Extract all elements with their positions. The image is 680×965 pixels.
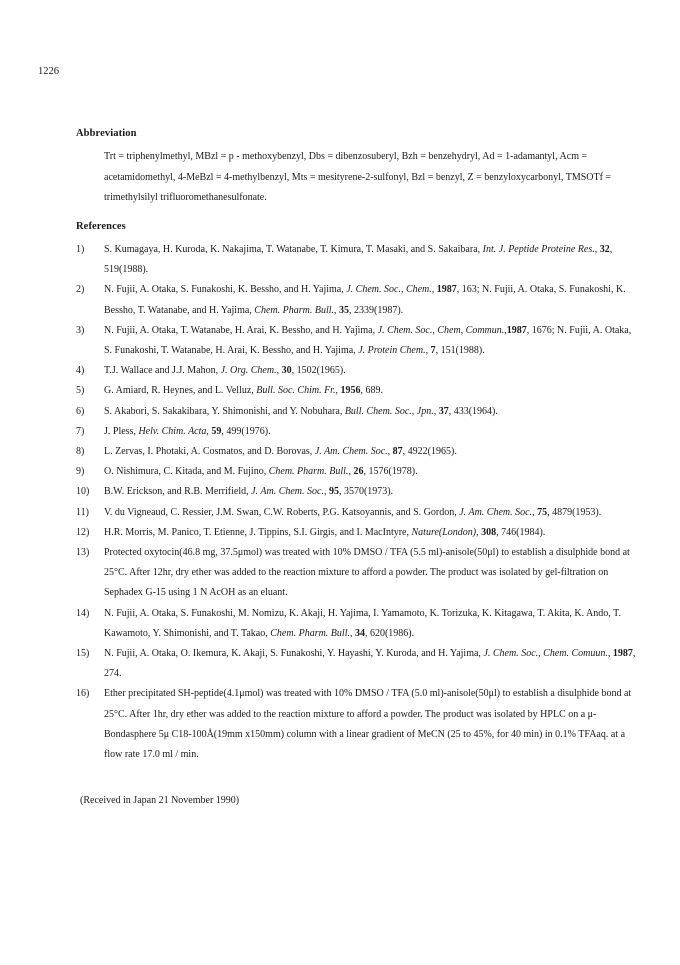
reference-segment: , bbox=[387, 446, 393, 458]
volume-number: 35 bbox=[339, 304, 350, 316]
reference-text bbox=[104, 608, 621, 639]
reference-number: 1) bbox=[76, 244, 85, 255]
reference-item bbox=[76, 422, 636, 442]
journal-name: J. Chem. Soc., Chem, Commun. bbox=[377, 324, 505, 336]
reference-segment: L. Zervas, I. Photaki, A. Cosmatos, and D. Borovas, bbox=[104, 446, 315, 458]
reference-text bbox=[104, 426, 271, 437]
volume-number: 26 bbox=[353, 466, 364, 478]
journal-name: Chem. Pharm. Bull. bbox=[268, 466, 349, 478]
reference-item bbox=[76, 523, 636, 543]
reference-text bbox=[104, 688, 631, 760]
reference-number: 16) bbox=[76, 688, 90, 700]
reference-segment: , bbox=[348, 466, 354, 478]
references-heading: References bbox=[76, 221, 126, 232]
journal-name: J. Chem. Soc., Chem. bbox=[346, 284, 432, 296]
received-date: (Received in Japan 21 November 1990) bbox=[80, 795, 240, 806]
journal-name: Chem. Pharm. Bull. bbox=[270, 627, 350, 639]
reference-segment: , 3570(1973). bbox=[338, 486, 394, 498]
reference-segment: N. Fujii, A. Otaka, S. Funakoshi, K. Bessho, and H. Yajima, bbox=[104, 284, 347, 296]
volume-number: 308 bbox=[481, 526, 497, 538]
journal-name: Helv. Chim. Acta bbox=[138, 425, 207, 437]
reference-segment: , bbox=[532, 506, 538, 518]
volume-number: 75 bbox=[537, 506, 548, 518]
reference-number: 15) bbox=[76, 648, 90, 660]
reference-number: 7) bbox=[76, 425, 85, 437]
journal-name: J. Chem. Soc., Chem. Comuun. bbox=[483, 648, 608, 660]
reference-segment: , bbox=[431, 284, 437, 296]
reference-item bbox=[76, 240, 636, 280]
reference-segment: , 4879(1953). bbox=[547, 506, 602, 518]
reference-text bbox=[104, 547, 630, 598]
reference-segment: , 1576(1978). bbox=[363, 466, 418, 478]
reference-segment: T.J. Wallace and J.J. Mahon, bbox=[104, 365, 221, 377]
journal-name: J. Org. Chem. bbox=[220, 365, 277, 377]
reference-segment: , 620(1986). bbox=[364, 627, 415, 639]
volume-number: 1987 bbox=[506, 324, 527, 336]
reference-segment: , bbox=[334, 304, 340, 316]
reference-item bbox=[76, 361, 636, 381]
reference-number: 2) bbox=[76, 284, 85, 296]
abbreviation-paragraph: Trt = triphenylmethyl, MBzl = p - methoxybenzyl, Dbs = dibenzosuberyl, Bzh = benzehydryl, Ad = 1-adamantyl, Acm = acetamidomethyl, 4-MeBzl = 4-methylbenzyl, Mts = mesityrene-2-sulfonyl, Bzl = benzyl, Z = benzyloxycarbonyl, TMSOTf = trimethylsilyl trifluoromethanesulfonate. bbox=[104, 151, 612, 203]
reference-number: 3) bbox=[76, 324, 85, 336]
reference-segment: , 151(1988). bbox=[435, 345, 485, 357]
volume-number: 87 bbox=[392, 446, 403, 458]
reference-segment: , bbox=[206, 425, 212, 437]
journal-name: Chem. Pharm. Bull. bbox=[254, 304, 335, 316]
volume-number: 95 bbox=[328, 486, 339, 498]
journal-name: J. Am. Chem. Soc. bbox=[251, 486, 324, 498]
reference-item bbox=[76, 543, 636, 604]
abbreviation-heading: Abbreviation bbox=[76, 128, 137, 139]
reference-segment: N. Fujii, A. Otaka, O. Ikemura, K. Akaji, S. Funakoshi, Y. Hayashi, Y. Kuroda, and H. Yajima, bbox=[104, 648, 484, 660]
reference-segment: , 163; N. Fujii, A. Otaka, S. Funakoshi, K. Bessho, T. Watanabe, and H. Yajima, bbox=[104, 284, 626, 316]
reference-segment: Protected oxytocin(46.8 mg, 37.5μmol) was treated with 10% DMSO / TFA (5.5 ml)-anisole(50μl) to establish a disulphide bond at 25°C. After 12hr, dry ether was added to the reaction mixture to afford a powder. The product was isolated by gel-filtration on Sephadex G-15 using 1 N AcOH as an eluant. bbox=[104, 547, 630, 599]
abbreviation-text bbox=[104, 147, 624, 209]
reference-segment: N. Fujii, A. Otaka, T. Watanabe, H. Arai, K. Bessho, and H. Yajima, bbox=[104, 324, 378, 336]
reference-text bbox=[104, 284, 626, 315]
reference-segment: , 499(1976). bbox=[221, 425, 271, 437]
reference-number: 12) bbox=[76, 526, 90, 538]
reference-number: 10) bbox=[76, 486, 90, 498]
reference-number: 11) bbox=[76, 506, 89, 518]
reference-segment: , 4922(1965). bbox=[402, 446, 457, 458]
reference-item bbox=[76, 280, 636, 320]
reference-segment: , 519(1988). bbox=[104, 244, 613, 276]
reference-segment: , bbox=[476, 526, 482, 538]
reference-text bbox=[104, 325, 631, 356]
reference-text bbox=[104, 446, 457, 457]
reference-text bbox=[104, 648, 635, 679]
reference-item bbox=[76, 462, 636, 482]
reference-segment: , bbox=[594, 244, 600, 255]
reference-segment: , 1676; N. Fujii, A. Otaka, S. Funakoshi, T. Watanabe, H. Arai, K. Bessho, and H. Yajima, bbox=[104, 324, 632, 357]
reference-segment: , 433(1964). bbox=[448, 405, 498, 417]
volume-number: 1987 bbox=[436, 284, 457, 296]
volume-number: 1987 bbox=[612, 648, 633, 660]
volume-number: 37 bbox=[438, 405, 449, 417]
reference-segment: , bbox=[433, 405, 439, 417]
reference-segment: , 1502(1965). bbox=[291, 365, 346, 377]
reference-item bbox=[76, 321, 636, 361]
volume-number: 30 bbox=[281, 365, 292, 377]
reference-segment: G. Amiard, R. Heynes, and L. Velluz, bbox=[104, 385, 257, 397]
reference-text bbox=[104, 507, 601, 518]
reference-segment: O. Nishimura, C. Kitada, and M. Fujino, bbox=[104, 466, 269, 478]
reference-segment: , bbox=[425, 345, 431, 357]
reference-item bbox=[76, 604, 636, 644]
reference-text bbox=[104, 486, 393, 497]
reference-segment: H.R. Morris, M. Panico, T. Etienne, J. Tippins, S.I. Girgis, and I. MacIntyre, bbox=[104, 526, 412, 538]
reference-segment: , 274. bbox=[104, 648, 636, 680]
reference-segment: , 2339(1987). bbox=[349, 304, 404, 316]
journal-name: J. Am. Chem. Soc. bbox=[459, 506, 533, 518]
reference-item bbox=[76, 402, 636, 422]
reference-text bbox=[104, 406, 498, 417]
volume-number: 59 bbox=[211, 425, 222, 437]
reference-text bbox=[104, 466, 418, 477]
reference-segment: B.W. Erickson, and R.B. Merrifield, bbox=[104, 486, 252, 498]
reference-item bbox=[76, 644, 636, 684]
reference-segment: , bbox=[323, 486, 329, 498]
reference-segment: , 746(1984). bbox=[496, 526, 546, 538]
reference-number: 14) bbox=[76, 607, 90, 619]
reference-number: 6) bbox=[76, 405, 85, 417]
reference-text bbox=[104, 527, 545, 538]
reference-segment: , bbox=[349, 627, 355, 639]
reference-number: 5) bbox=[76, 385, 85, 397]
reference-segment: N. Fujii, A. Otaka, S. Funakoshi, M. Nomizu, K. Akaji, H. Yajima, I. Yamamoto, K. Torizuka, K. Kitagawa, T. Akita, K. Ando, T. Kawamoto, Y. Shimonishi, and T. Takao, bbox=[104, 607, 621, 639]
journal-name: J. Protein Chem. bbox=[358, 345, 426, 357]
reference-text bbox=[104, 365, 346, 376]
journal-name: Int. J. Peptide Proteine Res. bbox=[482, 244, 595, 255]
reference-segment: , bbox=[335, 385, 341, 397]
reference-number: 9) bbox=[76, 466, 85, 478]
reference-segment: S. Kumagaya, H. Kuroda, K. Nakajima, T. Watanabe, T. Kimura, T. Masaki, and S. Sakaibara, bbox=[104, 244, 483, 255]
journal-name: Bull. Chem. Soc., Jpn. bbox=[344, 405, 434, 417]
reference-item bbox=[76, 381, 636, 401]
page-number: 1226 bbox=[38, 66, 59, 77]
reference-item bbox=[76, 442, 636, 462]
reference-segment: Ether precipitated SH-peptide(4.1μmol) was treated with 10% DMSO / TFA (5.0 ml)-anisole(50μl) to establish a disulphide bond at 25°C. After 1hr, dry ether was added to the reaction mixture to afford a powder. The product was isolated by HPLC on a μ-Bondasphere 5μ C18-100Å(19mm x150mm) column with a linear gradient of MeCN (25 to 45%, for 40 min) in 0.1% TFAaq. at a flow rate 17.0 ml / min. bbox=[104, 688, 632, 761]
volume-number: 32 bbox=[599, 244, 610, 255]
reference-text bbox=[104, 385, 383, 396]
reference-segment: J. Pless, bbox=[104, 425, 139, 437]
reference-text bbox=[104, 244, 612, 275]
reference-number: 4) bbox=[76, 365, 85, 377]
volume-number: 34 bbox=[354, 627, 365, 639]
volume-number: 1956 bbox=[340, 385, 361, 397]
volume-number: 7 bbox=[430, 345, 436, 357]
reference-number: 8) bbox=[76, 446, 85, 458]
reference-number: 13) bbox=[76, 547, 90, 559]
reference-item bbox=[76, 482, 636, 502]
journal-name: J. Am. Chem. Soc. bbox=[314, 446, 388, 458]
reference-item bbox=[76, 503, 636, 523]
reference-segment: V. du Vigneaud, C. Ressier, J.M. Swan, C.W. Roberts, P.G. Katsoyannis, and S. Gordon, bbox=[104, 506, 460, 518]
reference-segment: S. Akabori, S. Sakakibara, Y. Shimonishi, and Y. Nobuhara, bbox=[104, 405, 345, 417]
reference-item bbox=[76, 684, 636, 765]
journal-name: Nature(London) bbox=[411, 526, 477, 538]
reference-segment: , 689. bbox=[360, 385, 383, 397]
reference-segment: , bbox=[607, 648, 613, 660]
reference-list bbox=[76, 240, 636, 765]
journal-name: Bull. Soc. Chim. Fr. bbox=[256, 385, 336, 397]
reference-segment: , bbox=[504, 324, 507, 336]
reference-segment: , bbox=[276, 365, 282, 377]
